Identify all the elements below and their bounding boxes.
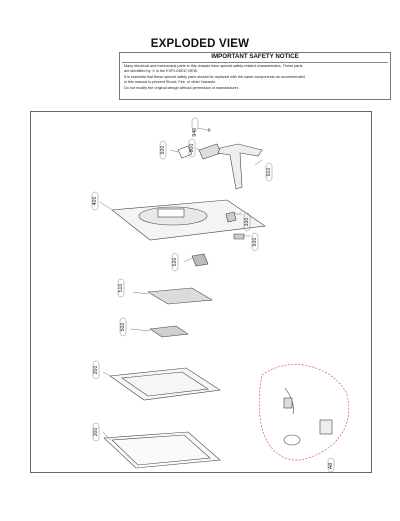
part-label-300: 300 — [93, 427, 99, 437]
part-label-500: 500 — [120, 322, 126, 332]
notice-line: Do not modify the original design without permission of manufacturer. — [124, 85, 239, 90]
accessories-region — [259, 364, 349, 460]
accessory-part — [320, 420, 332, 434]
accessory-coil — [284, 435, 300, 445]
notice-line: in this manual to prevent Shock, Fire, or other Hazards. — [124, 80, 216, 85]
page-title: EXPLODED VIEW — [150, 38, 250, 50]
part-label-900: 900 — [189, 143, 195, 153]
part-label-910: 910 — [266, 167, 272, 177]
stand-part-900 — [199, 144, 221, 159]
part-label-330: 330 — [244, 217, 250, 227]
panel-chassis-200 — [110, 368, 220, 400]
notice-line: Many electrical and mechanical parts in this chassis have special safety-related characteristics. These parts — [124, 64, 303, 68]
main-board-510 — [148, 288, 212, 304]
accessory-adapter — [284, 398, 292, 408]
stand-base-910 — [218, 144, 262, 189]
bracket-330 — [226, 212, 236, 222]
rear-cover-slot — [158, 209, 184, 217]
part-label-520: 520 — [172, 257, 178, 267]
clip-930 — [234, 234, 244, 239]
part-label-930: 930 — [252, 237, 258, 247]
part-label-a8: A8 — [328, 462, 334, 470]
screw-940-part — [207, 128, 211, 132]
part-label-510: 510 — [118, 283, 124, 293]
safety-notice-title: IMPORTANT SAFETY NOTICE — [120, 53, 390, 61]
power-board-500 — [150, 326, 188, 337]
part-label-940: 940 — [192, 128, 198, 137]
part-label-200: 200 — [93, 365, 99, 375]
notice-line: are identified by ⚠ in the EXPLODED VIEW. — [124, 69, 199, 74]
part-label-400: 400 — [92, 196, 98, 206]
part-label-920: 920 — [160, 145, 166, 155]
speaker-520 — [192, 254, 208, 266]
notice-line: It is essential that these special safety parts should be replaced with the same components as recommended — [124, 74, 305, 79]
